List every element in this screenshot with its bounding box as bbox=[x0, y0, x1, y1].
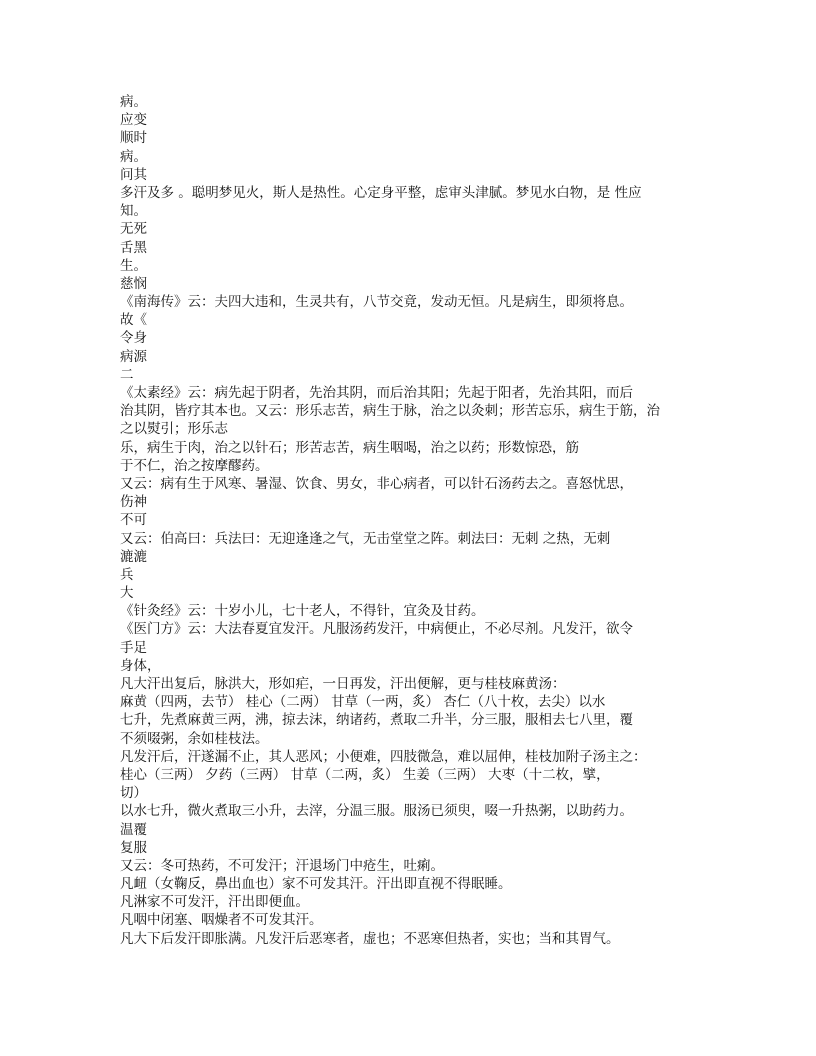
text-line: 兵 bbox=[120, 566, 134, 583]
text-line: 凡咽中闭塞、咽燥者不可发其汗。 bbox=[120, 912, 323, 929]
text-line: 不须啜粥，余如桂枝法。 bbox=[120, 730, 269, 747]
text-line: 又云：冬可热药，不可发汗；汗退场门中疮生，吐痢。 bbox=[120, 857, 444, 874]
text-line: 凡大下后发汗即胀满。凡发汗后恶寒者，虚也；不恶寒但热者，实也；当和其胃气。 bbox=[120, 930, 620, 947]
text-line: 凡发汗后，汗遂漏不止，其人恶风；小便难，四肢微急，难以屈伸，桂枝加附子汤主之： bbox=[120, 748, 647, 765]
text-line: 病。 bbox=[120, 94, 147, 110]
text-line: 二 bbox=[120, 366, 134, 383]
text-line: 凡衄（女鞠反，鼻出血也）家不可发其汗。汗出即直视不得眠睡。 bbox=[120, 876, 512, 893]
text-line: 应变 bbox=[120, 112, 147, 129]
text-line: 身体， bbox=[120, 657, 161, 674]
document-body bbox=[120, 93, 680, 948]
text-line: 病。 bbox=[120, 148, 147, 165]
text-line: 凡淋家不可发汗，汗出即便血。 bbox=[120, 894, 309, 911]
text-line: 舌黑 bbox=[120, 239, 147, 256]
text-line: 慈悯 bbox=[120, 275, 147, 292]
text-line: 复服 bbox=[120, 839, 147, 856]
text-line: 切） bbox=[120, 785, 147, 802]
text-line: 无死 bbox=[120, 221, 147, 238]
text-line: 《南海传》云：夫四大违和，生灵共有，八节交竟，发动无恒。凡是病生，即须将息。 bbox=[120, 294, 633, 311]
text-line: 凡大汗出复后，脉洪大，形如疟，一日再发，汗出便解，更与桂枝麻黄汤： bbox=[120, 676, 566, 692]
text-line: 手足 bbox=[120, 639, 147, 656]
text-line: 温覆 bbox=[120, 821, 147, 838]
text-line: 问其 bbox=[120, 166, 147, 183]
text-line: 令身 bbox=[120, 330, 147, 347]
text-line: 《针灸经》云：十岁小儿，七十老人，不得针，宜灸及甘药。 bbox=[120, 603, 485, 620]
text-line: 于不仁，治之按摩醪药。 bbox=[120, 457, 269, 474]
text-line: 伤神 bbox=[120, 494, 147, 511]
text-line: 以水七升，微火煮取三小升，去滓，分温三服。服汤已须臾，啜一升热粥，以助药力。 bbox=[120, 803, 633, 820]
text-line: 生。 bbox=[120, 257, 147, 274]
text-line: 又云：病有生于风寒、暑湿、饮食、男女，非心病者，可以针石汤药去之。喜怒忧思， bbox=[120, 475, 633, 492]
text-line: 顺时 bbox=[120, 130, 147, 147]
text-line: 大 bbox=[120, 585, 134, 602]
text-line: 治其阴，皆疗其本也。又云：形乐志苦，病生于脉，治之以灸刺；形苦忘乐，病生于筋，治 bbox=[120, 403, 660, 420]
text-line: 不可 bbox=[120, 512, 147, 529]
text-line: 漉漉 bbox=[120, 548, 147, 565]
text-line: 《医门方》云：大法春夏宜发汗。凡服汤药发汗，中病便止，不必尽剂。凡发汗，欲令 bbox=[120, 621, 633, 638]
text-line: 之以熨引；形乐志 bbox=[120, 421, 228, 438]
text-line: 桂心（三两） 夕药（三两） 甘草（二两，炙） 生姜（三两） 大枣（十二枚，擘， bbox=[120, 766, 610, 783]
text-line: 乐，病生于肉，治之以针石；形苦志苦，病生咽喝，治之以药；形数惊恐，筋 bbox=[120, 439, 579, 456]
text-line: 又云：伯高曰：兵法曰：无迎逢逢之气，无击堂堂之阵。刺法曰：无刺 之热，无刺 bbox=[120, 530, 611, 547]
text-line: 麻黄（四两，去节） 桂心（二两） 甘草（一两，炙） 杏仁（八十枚，去尖）以水 bbox=[120, 694, 606, 711]
text-line: 《太素经》云：病先起于阴者，先治其阴，而后治其阳；先起于阳者，先治其阳，而后 bbox=[120, 385, 633, 401]
text-line: 多汗及多 。聪明梦见火，斯人是热性。心定身平整，虑审头津腻。梦见水白物，是 性应 bbox=[120, 184, 642, 201]
text-line: 病源 bbox=[120, 348, 147, 365]
text-line: 故《 bbox=[120, 312, 147, 329]
text-line: 七升，先煮麻黄三两，沸，掠去沫，纳诸药，煮取二升半，分三服，服相去七八里，覆 bbox=[120, 712, 633, 729]
text-line: 知。 bbox=[120, 203, 147, 220]
